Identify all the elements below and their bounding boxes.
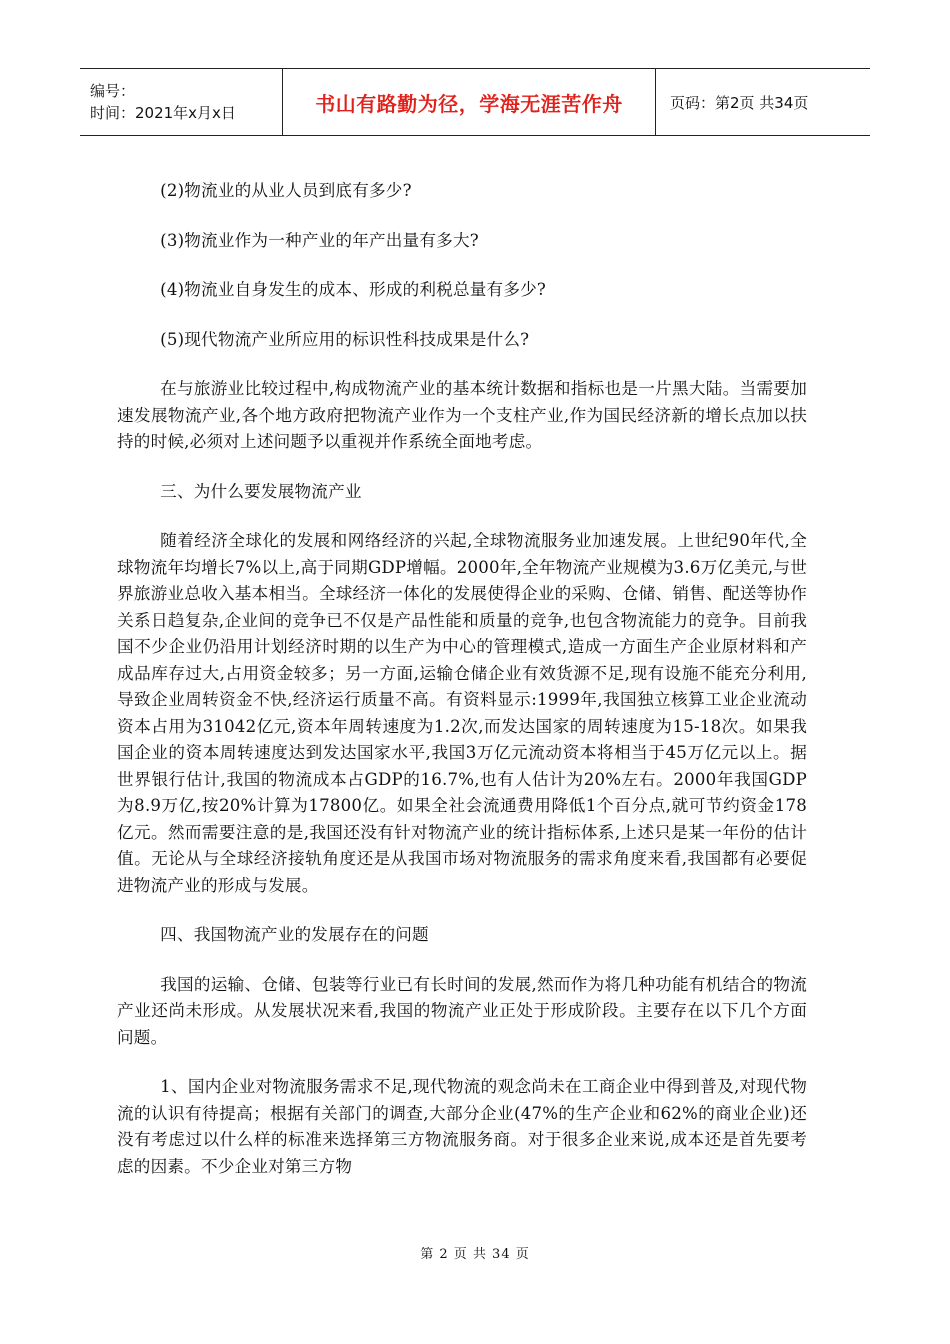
question-item-2: (2)物流业的从业人员到底有多少? [160, 181, 412, 200]
paragraph-problem-1: 1、国内企业对物流服务需求不足,现代物流的观念尚未在工商企业中得到普及,对现代物流的认识有待提高；根据有关部门的调查,大部分企业(47%的生产企业和62%的商业企业)还没有考虑过以什么样的标准来选择第三方物流服务商。对于很多企业来说,成本还是首先要考虑的因素。不少企业对第三方物 [117, 1077, 807, 1176]
document-number-label: 编号： [90, 82, 136, 100]
page-info-text: 页码：第2页 共34页 [670, 93, 809, 112]
motto-text: 书山有路勤为径，学海无涯苦作舟 [315, 91, 623, 116]
section-heading-4: 四、我国物流产业的发展存在的问题 [160, 925, 429, 944]
header-page-info [656, 69, 870, 135]
section-heading-3: 三、为什么要发展物流产业 [160, 481, 362, 501]
document-body [117, 178, 807, 1180]
footer-page-number: 第 2 页 共 34 页 [420, 1247, 530, 1262]
page-header [80, 68, 870, 136]
document-date: 时间：2021年x月x日 [90, 104, 236, 122]
paragraph-why-develop: 随着经济全球化的发展和网络经济的兴起,全球物流服务业加速发展。上世纪90年代,全球物流年均增长7%以上,高于同期GDP增幅。2000年,全年物流产业规模为3.6万亿美元,与世界旅游业总收入基本相当。全球经济一体化的发展使得企业的采购、仓储、销售、配送等协作关系日趋复杂,企业间的竞争已不仅是产品性能和质量的竞争,也包含物流能力的竞争。目前我国不少企业仍沿用计划经济时期的以生产为中心的管理模式,造成一方面生产企业原材料和产成品库存过大,占用资金较多；另一方面,运输仓储企业有效货源不足,现有设施不能充分利用,导致企业周转资金不快,经济运行质量不高。有资料显示:1999年,我国独立核算工业企业流动资本占用为31042亿元,资本年周转速度为1.2次,而发达国家的周转速度为15-18次。如果我国企业的资本周转速度达到发达国家水平,我国3万亿元流动资本将相当于45万亿元以上。据世界银行估计,我国的物流成本占GDP的16.7%,也有人估计为20%左右。2000年我国GDP为8.9万亿,按20%计算为17800亿。如果全社会流通费用降低1个百分点,就可节约资金178亿元。然而需要注意的是,我国还没有针对物流产业的统计指标体系,上述只是某一年份的估计值。无论从与全球经济接轨角度还是从我国市场对物流服务的需求角度来看,我国都有必要促进物流产业的形成与发展。 [117, 531, 807, 895]
question-item-5: (5)现代物流产业所应用的标识性科技成果是什么? [160, 329, 530, 349]
paragraph-problems-intro: 我国的运输、仓储、包装等行业已有长时间的发展,然而作为将几种功能有机结合的物流产业还尚未形成。从发展状况来看,我国的物流产业正处于形成阶段。主要存在以下几个方面问题。 [117, 974, 807, 1047]
question-item-4: (4)物流业自身发生的成本、形成的利税总量有多少? [160, 280, 547, 299]
paragraph-comparison: 在与旅游业比较过程中,构成物流产业的基本统计数据和指标也是一片黑大陆。当需要加速发展物流产业,各个地方政府把物流产业作为一个支柱产业,作为国民经济新的增长点加以扶持的时候,必须对上述问题予以重视并作系统全面地考虑。 [117, 379, 807, 451]
question-item-3: (3)物流业作为一种产业的年产出量有多大? [160, 230, 479, 250]
header-meta [80, 69, 283, 135]
page-footer [0, 1243, 950, 1262]
header-motto [283, 69, 656, 135]
